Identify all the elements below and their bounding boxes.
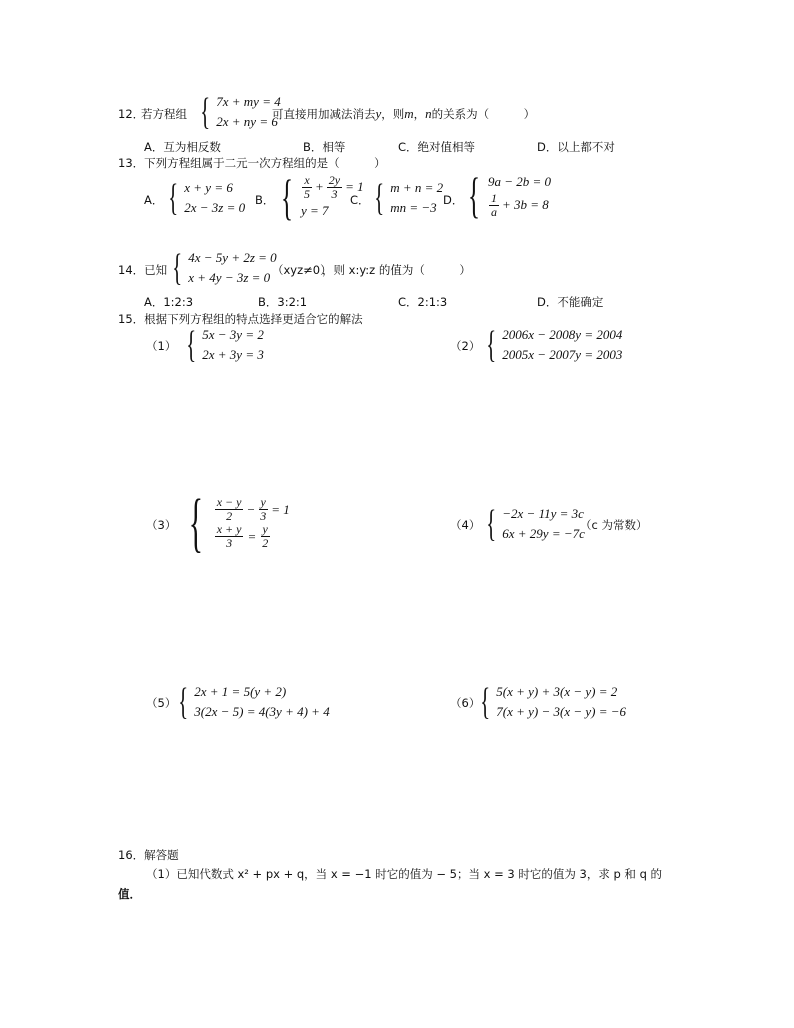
- fraction: [215, 523, 244, 550]
- q12-option-c: C．绝对值相等: [398, 140, 476, 154]
- q16-line2: 值．: [118, 887, 141, 901]
- frac-num: y: [260, 495, 266, 509]
- brace-icon: {: [200, 91, 211, 133]
- q15-p6-eq1: 5(x + y) + 3(x − y) = 2: [496, 684, 618, 699]
- q12-post: 可直接用加减法消去: [272, 107, 376, 121]
- q15-p1-label: （1）: [146, 339, 177, 353]
- q14-option-c: C．2:1:3: [398, 295, 448, 309]
- q14-eq1: 4x − 5y + 2z = 0: [188, 250, 277, 265]
- q14-post: ，则 x:y:z 的值为（ ）: [322, 263, 471, 277]
- q15-p2-eq1: 2006x − 2008y = 2004: [502, 327, 623, 342]
- q15-p6-eq2: 7(x + y) − 3(x − y) = −6: [496, 704, 627, 719]
- q13-option-c-system: [370, 178, 443, 218]
- brace-icon: {: [172, 247, 183, 289]
- q15-p5-eq2: 3(2x − 5) = 4(3y + 4) + 4: [194, 704, 330, 719]
- frac-num: x + y: [216, 522, 242, 536]
- q15-p1-system: [182, 325, 264, 365]
- minus-sign: −: [246, 501, 256, 517]
- q15-p6-label: （6）: [450, 696, 481, 710]
- frac-den: 2: [226, 509, 233, 523]
- brace-icon: {: [480, 681, 491, 723]
- fraction: [327, 174, 342, 201]
- q13-b-eq2: y = 7: [301, 202, 329, 218]
- q15-p3-eq1: [214, 496, 290, 523]
- frac-den: 2: [262, 536, 269, 550]
- q15-p3-label: （3）: [146, 518, 177, 532]
- fraction: [258, 496, 268, 523]
- q16-title: 16．解答题: [118, 848, 179, 862]
- brace-icon: {: [168, 177, 179, 219]
- q12-m: m: [404, 106, 414, 121]
- q13-option-b-label: B．: [255, 193, 275, 207]
- q14-eq2: x + 4y − 3z = 0: [188, 270, 271, 285]
- q15-p6-system: [476, 682, 626, 722]
- q15-p4-eq2: 6x + 29y = −7c: [502, 526, 585, 541]
- q12-option-b: B．相等: [303, 140, 346, 154]
- q15-p2-system: [482, 325, 622, 365]
- frac-num: x: [304, 172, 310, 187]
- q13-c-eq1: m + n = 2: [390, 180, 444, 195]
- q14-option-d: D．不能确定: [537, 295, 604, 309]
- q15-p3-eq2: [214, 523, 290, 550]
- frac-num: y: [262, 522, 268, 536]
- q12-post3: 的关系为（ ）: [431, 107, 536, 121]
- q12-text: [272, 106, 535, 122]
- q15-p2-label: （2）: [450, 339, 481, 353]
- brace-icon: {: [178, 681, 189, 723]
- q15-p2-eq2: 2005x − 2007y = 2003: [502, 347, 623, 362]
- q15-text: 15．根据下列方程组的特点选择更适合它的解法: [118, 312, 363, 326]
- q15-p4-system: [482, 504, 585, 544]
- q13-option-a-label: A．: [144, 193, 164, 207]
- q15-p5-eq1: 2x + 1 = 5(y + 2): [194, 684, 287, 699]
- q13-option-d-label: D．: [443, 193, 464, 207]
- fraction: [260, 523, 270, 550]
- q15-p4-label: （4）: [450, 518, 481, 532]
- q14-option-a: A．1:2:3: [144, 295, 194, 309]
- q14-system: [168, 248, 277, 288]
- q13-d-eq2: [488, 192, 551, 219]
- q13-text: 13．下列方程组属于二元一次方程组的是（ ）: [118, 156, 386, 170]
- equals: = 1: [345, 179, 364, 194]
- q14-condition: （xyz≠0）: [272, 263, 332, 277]
- fraction: [215, 496, 244, 523]
- q12-option-a: A．互为相反数: [144, 140, 221, 154]
- frac-den: 5: [304, 186, 310, 201]
- q13-d-eq1: 9a − 2b = 0: [488, 173, 552, 189]
- q13-option-a-system: [164, 178, 245, 218]
- brace-icon: {: [188, 486, 203, 559]
- equals: = 1: [271, 501, 290, 517]
- brace-icon: {: [281, 169, 293, 225]
- q14-option-b: B．3:2:1: [258, 295, 308, 309]
- q15-p5-label: （5）: [146, 696, 177, 710]
- q12-n: n: [425, 106, 432, 121]
- q13-option-d-system: [462, 167, 552, 223]
- plus-sign: +: [315, 179, 324, 194]
- q12-option-d: D．以上都不对: [537, 140, 615, 154]
- frac-den: a: [491, 204, 497, 219]
- frac-num: 2y: [328, 172, 341, 187]
- brace-icon: {: [486, 324, 497, 366]
- q13-c-eq2: mn = −3: [390, 200, 437, 215]
- q15-p3-system: [180, 486, 290, 559]
- q15-p4-eq1: −2x − 11y = 3c: [502, 506, 584, 521]
- brace-icon: {: [186, 324, 197, 366]
- q15-p5-system: [174, 682, 330, 722]
- q12-var: y: [375, 106, 382, 121]
- brace-icon: {: [468, 167, 480, 223]
- frac-den: 3: [331, 186, 338, 201]
- q13-a-eq1: x + y = 6: [184, 180, 233, 195]
- q12-prefix: 若方程组: [141, 107, 187, 121]
- brace-icon: {: [486, 503, 497, 545]
- q15-p1-eq2: 2x + 3y = 3: [202, 347, 264, 362]
- q15-p1-eq1: 5x − 3y = 2: [202, 327, 264, 342]
- fraction: [489, 192, 499, 219]
- q16-line1: （1）已知代数式 x² + px + q，当 x = −1 时它的值为 − 5；当 x = 3 时它的值为 3，求 p 和 q 的: [146, 867, 663, 881]
- q12-post2: ，则: [381, 107, 405, 121]
- q12-eq2: 2x + ny = 6: [216, 114, 278, 129]
- q13-option-c-label: C．: [350, 193, 370, 207]
- equals: =: [247, 528, 257, 544]
- q12-comma: ，: [413, 107, 426, 121]
- frac-num: 1: [491, 190, 497, 205]
- q14-prefix: 14．已知: [118, 263, 168, 277]
- d-eq2-rest: + 3b = 8: [502, 197, 549, 212]
- brace-icon: {: [374, 177, 385, 219]
- q12-number: 12．: [118, 107, 145, 121]
- frac-den: 3: [226, 536, 233, 550]
- q13-a-eq2: 2x − 3z = 0: [184, 200, 246, 215]
- q12-eq1: 7x + my = 4: [216, 94, 281, 109]
- frac-num: x − y: [216, 495, 242, 509]
- frac-den: 3: [260, 509, 267, 523]
- q15-p4-note: （c 为常数）: [580, 518, 648, 532]
- fraction: [302, 174, 312, 201]
- q12-system: [196, 92, 281, 132]
